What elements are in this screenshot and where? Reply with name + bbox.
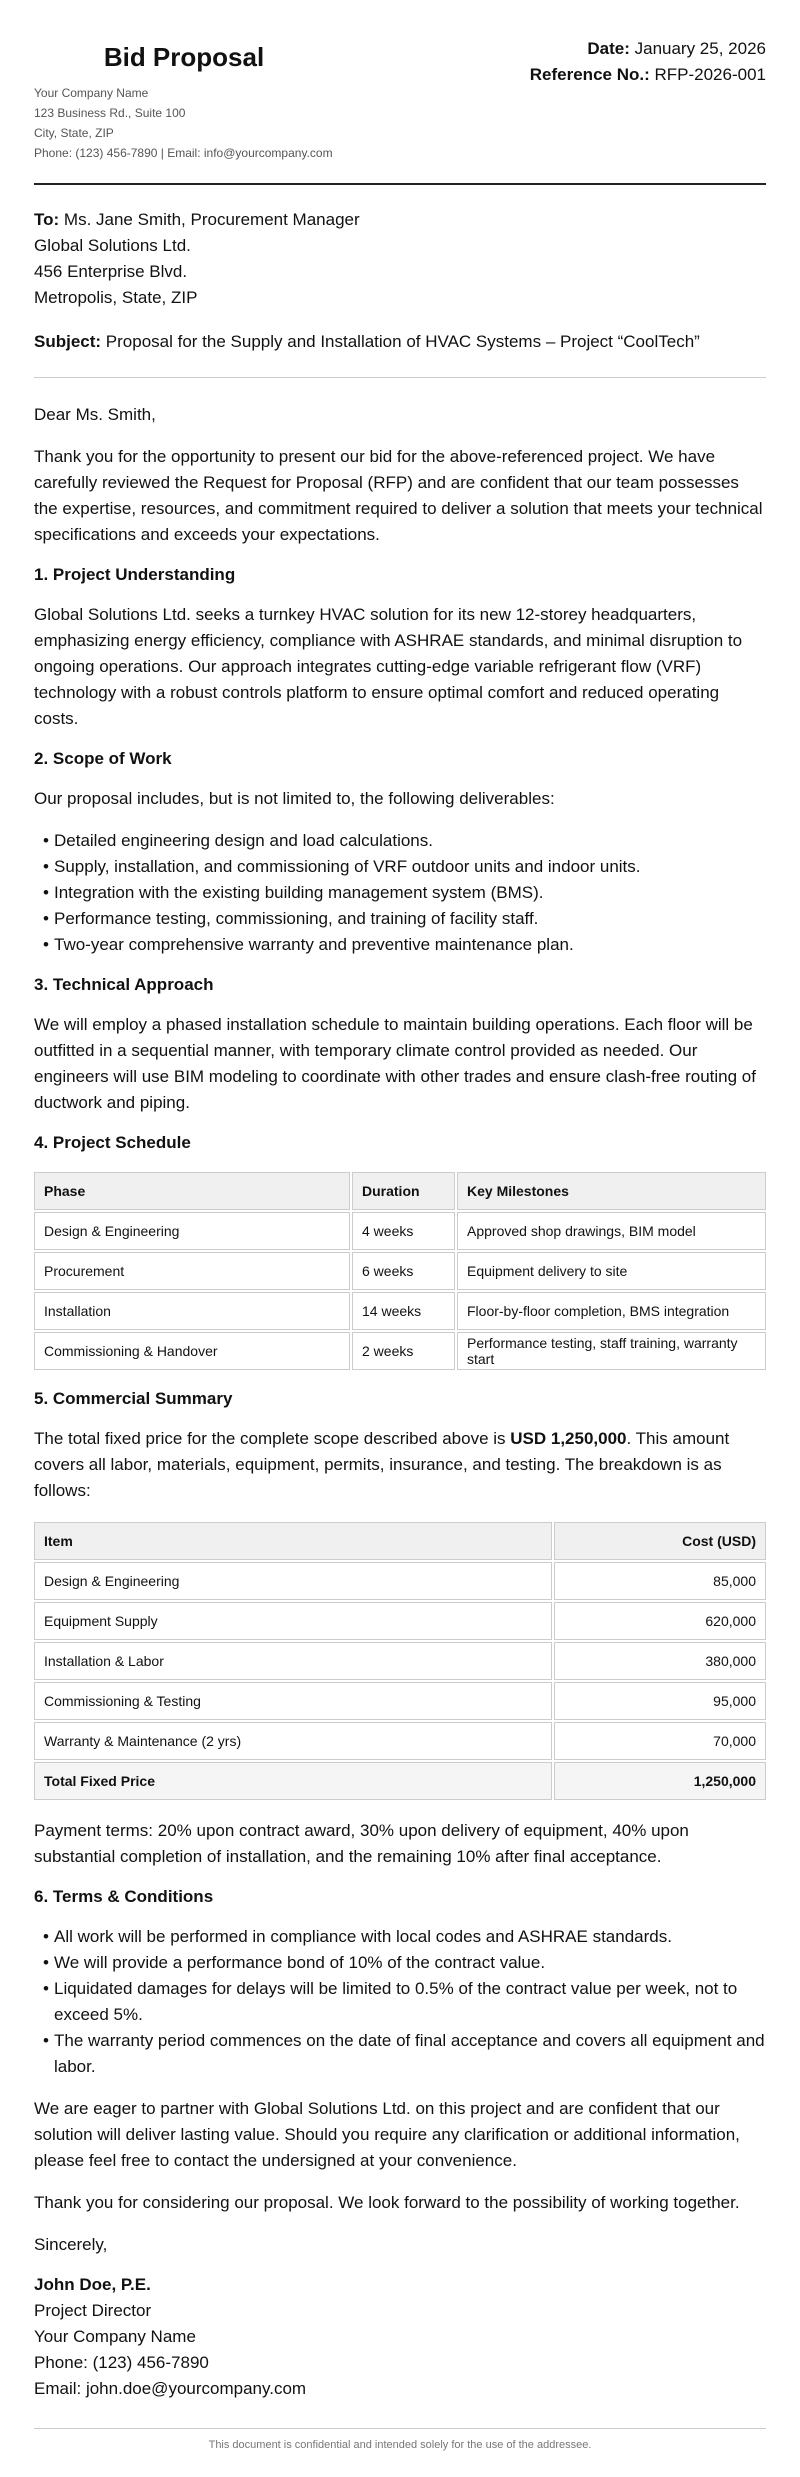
to-label: To:	[34, 210, 60, 229]
total-row	[34, 1762, 766, 1800]
table-cell: 620,000	[554, 1602, 766, 1640]
column-header-milestones: Key Milestones	[457, 1172, 766, 1210]
total-value: 1,250,000	[554, 1762, 766, 1800]
document-title: Bid Proposal	[103, 42, 265, 72]
closing-paragraph: We are eager to partner with Global Solutions Ltd. on this project and are confident that our solution will deliver lasting value. Should you require any clarification or additional information, please feel free to contact the undersigned at your convenience.	[34, 2099, 740, 2170]
section-5-body-pre: The total fixed price for the complete scope described above is	[34, 1429, 511, 1448]
section-6-heading: 6. Terms & Conditions	[34, 1887, 214, 1906]
recipient-city: Metropolis, State, ZIP	[34, 288, 198, 307]
signer-phone: Phone: (123) 456-7890	[34, 2353, 209, 2372]
cost-breakdown-table	[32, 1520, 768, 1802]
company-name: Your Company Name	[34, 86, 149, 100]
list-item: • All work will be performed in compliance with local codes and ASHRAE standards.	[34, 1924, 766, 1950]
salutation: Dear Ms. Smith,	[34, 405, 156, 424]
date-label: Date:	[587, 39, 630, 58]
terms-list	[34, 1924, 766, 2080]
section-5-heading: 5. Commercial Summary	[34, 1389, 233, 1408]
table-cell: Installation	[34, 1292, 350, 1330]
list-item: • Two-year comprehensive warranty and preventive maintenance plan.	[34, 932, 766, 958]
section-4-heading: 4. Project Schedule	[34, 1133, 191, 1152]
list-item: • Detailed engineering design and load calculations.	[34, 828, 766, 854]
section-5-body	[34, 1426, 766, 1504]
table-cell: 14 weeks	[352, 1292, 455, 1330]
table-cell: 4 weeks	[352, 1212, 455, 1250]
total-label: Total Fixed Price	[34, 1762, 552, 1800]
table-cell: Commissioning & Testing	[34, 1682, 552, 1720]
table-cell: Floor-by-floor completion, BMS integration	[457, 1292, 766, 1330]
table-row	[34, 1332, 766, 1370]
footer-divider	[34, 2428, 766, 2429]
recipient-name: Ms. Jane Smith, Procurement Manager	[63, 210, 360, 229]
section-2-heading: 2. Scope of Work	[34, 749, 172, 768]
table-row	[34, 1642, 766, 1680]
list-item: • We will provide a performance bond of 10% of the contract value.	[34, 1950, 766, 1976]
company-block	[34, 36, 414, 163]
list-item: • Integration with the existing building management system (BMS).	[34, 880, 766, 906]
table-row	[34, 1602, 766, 1640]
document-meta	[530, 36, 766, 88]
section-3-heading: 3. Technical Approach	[34, 975, 214, 994]
scope-list	[34, 828, 766, 958]
table-header-row	[34, 1522, 766, 1560]
table-cell: 70,000	[554, 1722, 766, 1760]
column-header-cost: Cost (USD)	[554, 1522, 766, 1560]
recipient-street: 456 Enterprise Blvd.	[34, 262, 188, 281]
column-header-duration: Duration	[352, 1172, 455, 1210]
table-row	[34, 1722, 766, 1760]
signature-block	[34, 2232, 766, 2402]
signer-email: Email: john.doe@yourcompany.com	[34, 2379, 307, 2398]
list-item: • Liquidated damages for delays will be limited to 0.5% of the contract value per week, not to exceed 5%.	[34, 1976, 766, 2028]
table-cell: 95,000	[554, 1682, 766, 1720]
header-divider	[34, 183, 766, 185]
recipient-block	[34, 207, 766, 311]
table-cell: Design & Engineering	[34, 1212, 350, 1250]
table-cell: Warranty & Maintenance (2 yrs)	[34, 1722, 552, 1760]
table-cell: Performance testing, staff training, warranty start	[457, 1332, 766, 1370]
table-cell: 85,000	[554, 1562, 766, 1600]
table-cell: 380,000	[554, 1642, 766, 1680]
section-1-heading: 1. Project Understanding	[34, 565, 236, 584]
list-item: • Performance testing, commissioning, and training of facility staff.	[34, 906, 766, 932]
valediction: Sincerely,	[34, 2235, 108, 2254]
schedule-table	[32, 1170, 768, 1372]
list-item: • Supply, installation, and commissioning of VRF outdoor units and indoor units.	[34, 854, 766, 880]
table-cell: Design & Engineering	[34, 1562, 552, 1600]
subject-text: Proposal for the Supply and Installation of HVAC Systems – Project “CoolTech”	[105, 332, 700, 351]
table-cell: Approved shop drawings, BIM model	[457, 1212, 766, 1250]
subject-divider	[34, 377, 766, 378]
table-row	[34, 1252, 766, 1290]
signer-role: Project Director	[34, 2301, 152, 2320]
section-2-intro: Our proposal includes, but is not limited to, the following deliverables:	[34, 789, 555, 808]
table-row	[34, 1682, 766, 1720]
subject-line	[34, 329, 766, 355]
section-3-body: We will employ a phased installation schedule to maintain building operations. Each floor will be outfitted in a sequential manner, with temporary climate control provided as needed. Our engineers will use BIM modeling to coordinate with other trades and ensure clash-free routing of ductwork and piping.	[34, 1015, 756, 1112]
table-row	[34, 1292, 766, 1330]
table-row	[34, 1212, 766, 1250]
intro-paragraph: Thank you for the opportunity to present our bid for the above-referenced project. We have carefully reviewed the Request for Proposal (RFP) and are confident that our team possesses the expertise, resources, and commitment required to deliver a solution that meets your technical specifications and exceeds your expectations.	[34, 447, 763, 544]
table-cell: Installation & Labor	[34, 1642, 552, 1680]
recipient-name-line	[34, 207, 766, 233]
section-5-body-post: . This amount covers all labor, materials, equipment, permits, insurance, and testing. The breakdown is as follows:	[34, 1429, 730, 1500]
list-item: • The warranty period commences on the date of final acceptance and covers all equipment and labor.	[34, 2028, 766, 2080]
company-address-line-2: City, State, ZIP	[34, 126, 114, 140]
company-address-line-1: 123 Business Rd., Suite 100	[34, 106, 186, 120]
signer-name: John Doe, P.E.	[34, 2275, 151, 2294]
company-contact: Phone: (123) 456-7890 | Email: info@yourcompany.com	[34, 146, 333, 160]
table-cell: Equipment delivery to site	[457, 1252, 766, 1290]
confidentiality-footer: This document is confidential and intended solely for the use of the addressee.	[208, 2439, 592, 2451]
signer-company: Your Company Name	[34, 2327, 196, 2346]
column-header-item: Item	[34, 1522, 552, 1560]
column-header-phase: Phase	[34, 1172, 350, 1210]
table-cell: Commissioning & Handover	[34, 1332, 350, 1370]
date-value: January 25, 2026	[634, 39, 766, 58]
thank-you-paragraph: Thank you for considering our proposal. We look forward to the possibility of working together.	[34, 2193, 740, 2212]
subject-label: Subject:	[34, 332, 102, 351]
payment-terms: Payment terms: 20% upon contract award, 30% upon delivery of equipment, 40% upon substantial completion of installation, and the remaining 10% after final acceptance.	[34, 1821, 689, 1866]
table-header-row	[34, 1172, 766, 1210]
table-row	[34, 1562, 766, 1600]
table-cell: 6 weeks	[352, 1252, 455, 1290]
reference-label: Reference No.:	[529, 65, 650, 84]
section-1-body: Global Solutions Ltd. seeks a turnkey HVAC solution for its new 12-storey headquarters, emphasizing energy efficiency, compliance with ASHRAE standards, and minimal disruption to ongoing operations. Our approach integrates cutting-edge variable refrigerant flow (VRF) technology with a robust controls platform to ensure optimal comfort and reduced operating costs.	[34, 605, 743, 728]
recipient-company: Global Solutions Ltd.	[34, 236, 191, 255]
reference-line	[530, 62, 766, 88]
reference-value: RFP-2026-001	[654, 65, 766, 84]
letterhead	[34, 36, 766, 163]
table-cell: 2 weeks	[352, 1332, 455, 1370]
date-line	[530, 36, 766, 62]
table-cell: Equipment Supply	[34, 1602, 552, 1640]
total-price-amount: USD 1,250,000	[510, 1429, 627, 1448]
table-cell: Procurement	[34, 1252, 350, 1290]
